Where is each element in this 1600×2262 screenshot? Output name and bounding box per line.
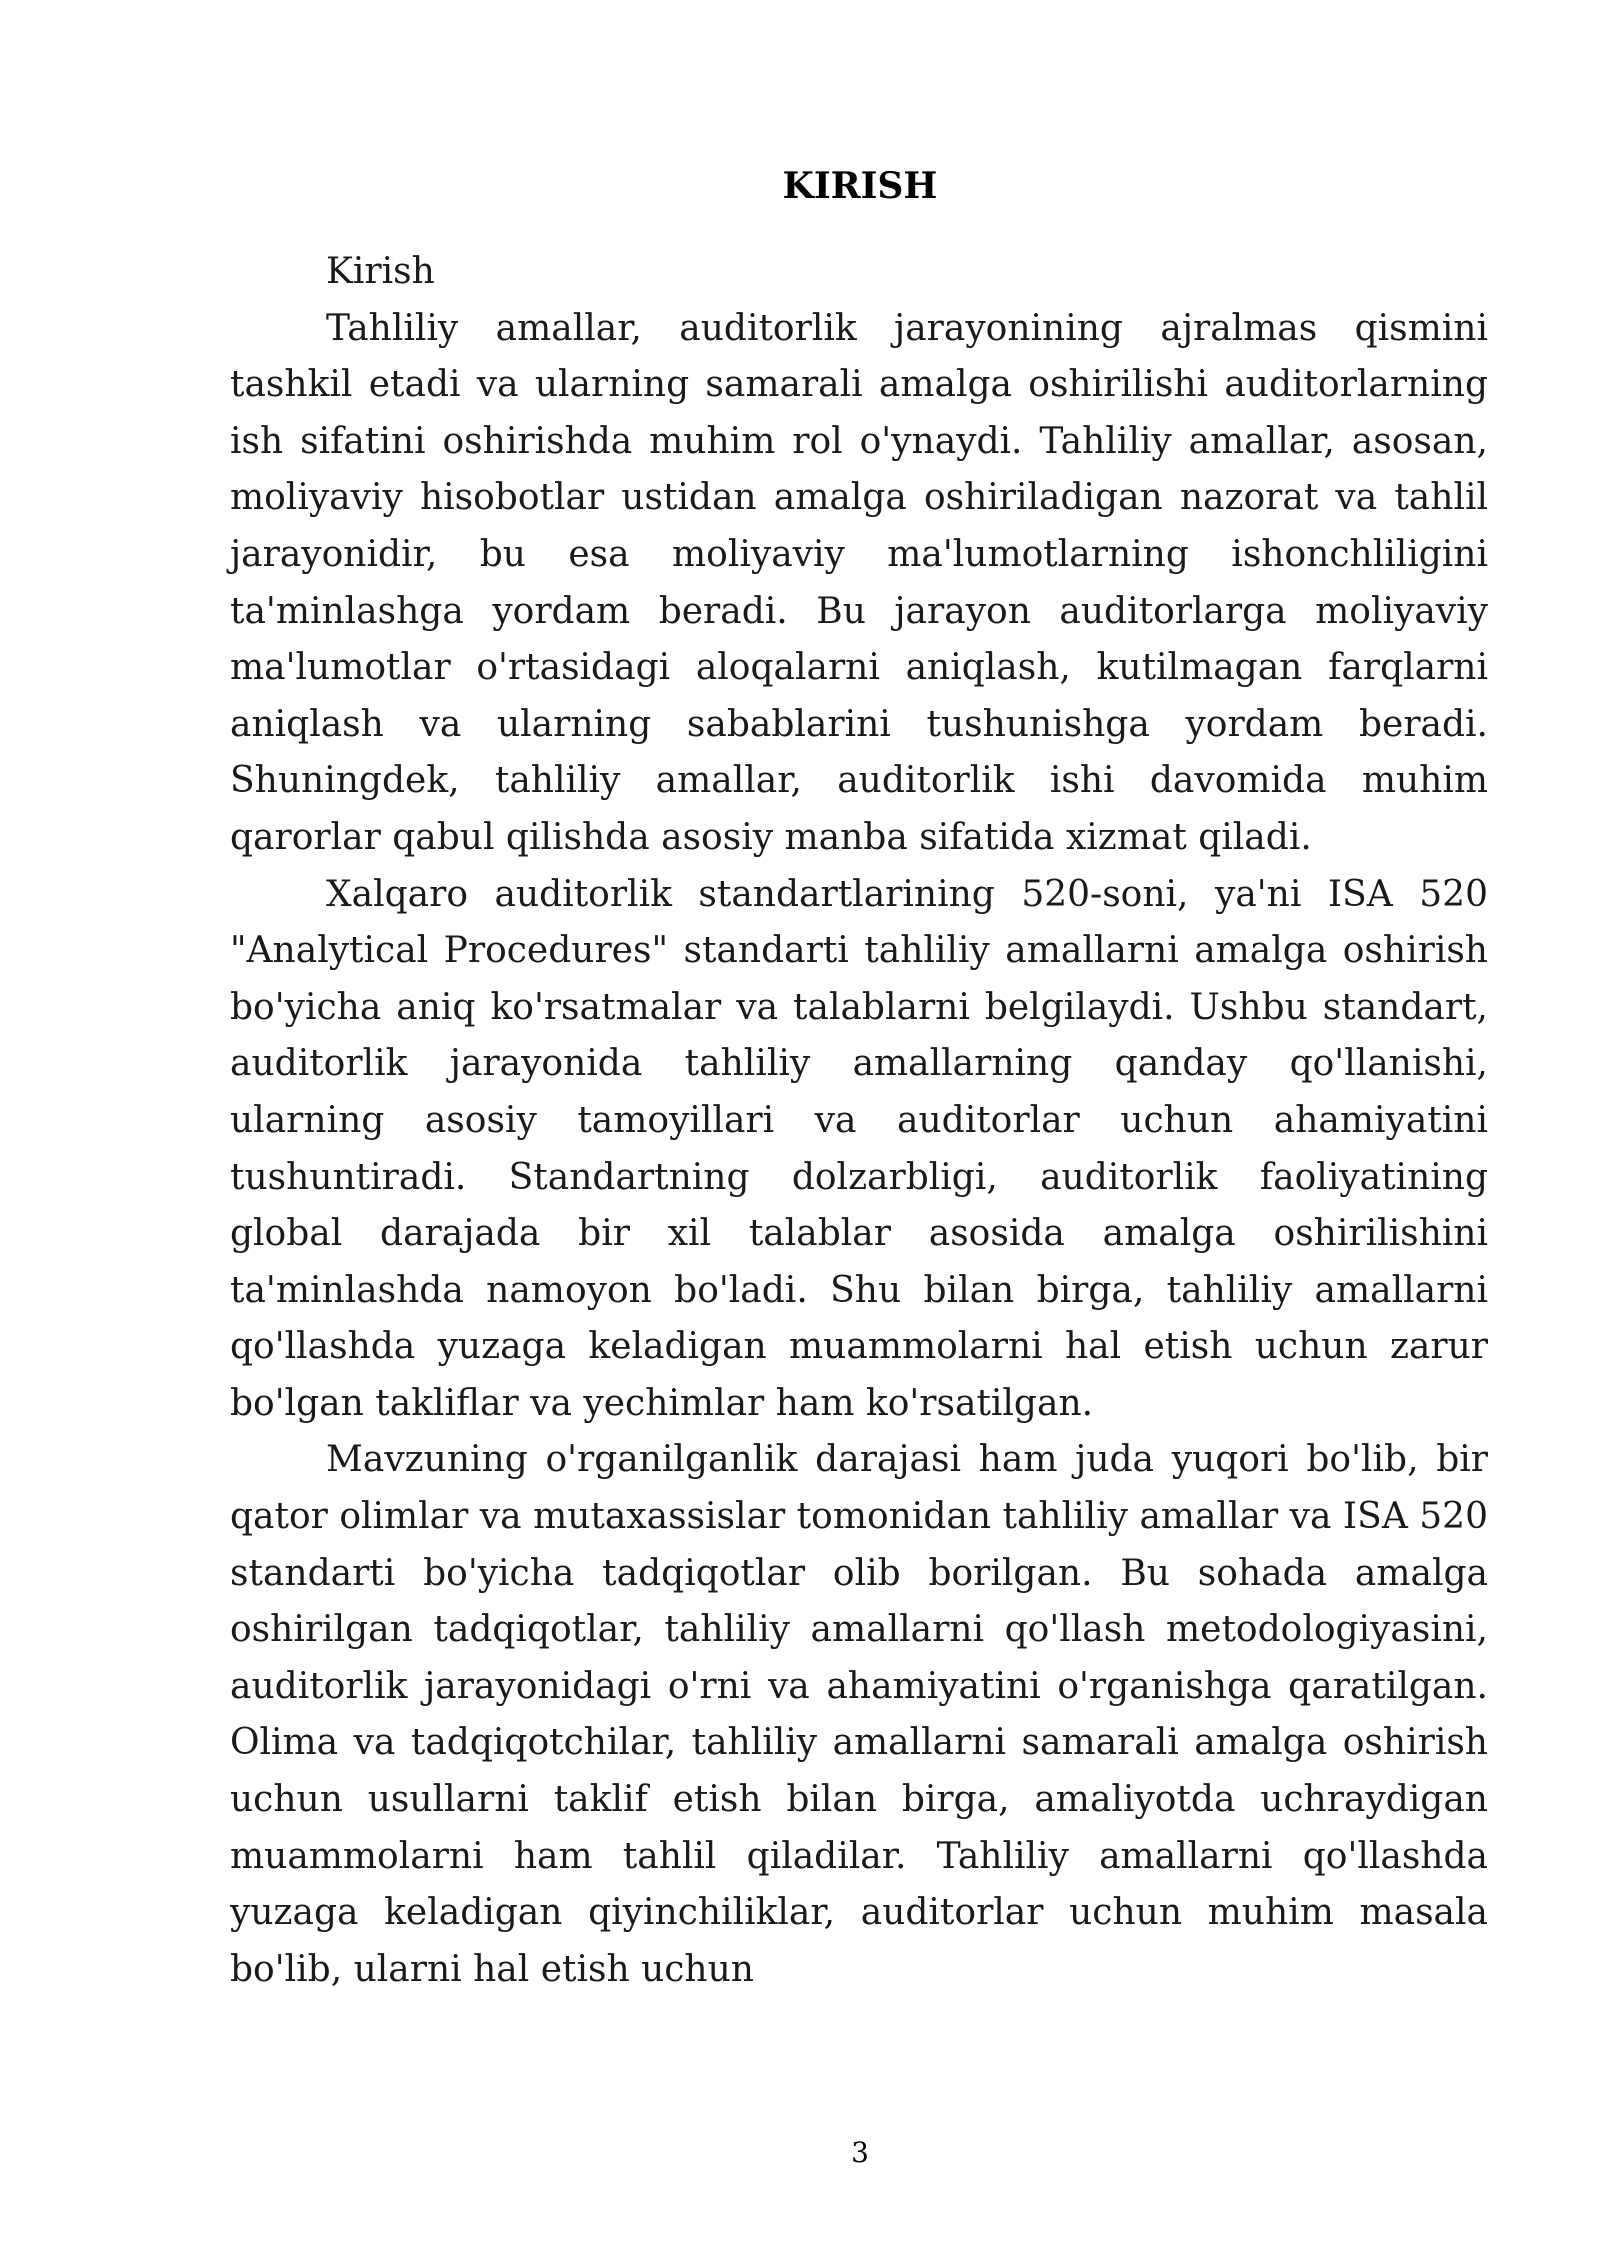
page-title: KIRISH <box>782 165 938 207</box>
section-subheading: Kirish <box>326 251 435 292</box>
paragraph-2: Xalqaro auditorlik standartlarining 520-soni, ya'ni ISA 520 "Analytical Procedures" standarti tahliliy amallarni amalga oshirish bo'yicha aniq ko'rsatmalar va talablarni belgilaydi. Ushbu standart, auditorlik jarayonida tahliliy amallarning qanday qo'llanishi, ularning asosiy tamoyillari va auditorlar uchun ahamiyatini tushuntiradi. Standartning dolzarbligi, auditorlik faoliyatining global darajada bir xil talablar asosida amalga oshirilishini ta'minlashda namoyon bo'ladi. Shu bilan birga, tahliliy amallarni qo'llashda yuzaga keladigan muammolarni hal etish uchun zarur bo'lgan takliflar va yechimlar ham ko'rsatilgan. <box>230 873 1488 1424</box>
body-text <box>230 244 1488 1998</box>
page-number: 3 <box>851 2136 869 2169</box>
paragraph-1: Tahliliy amallar, auditorlik jarayonining ajralmas qismini tashkil etadi va ularning samarali amalga oshirilishi auditorlarning ish sifatini oshirishda muhim rol o'ynaydi. Tahliliy amallar, asosan, moliyaviy hisobotlar ustidan amalga oshiriladigan nazorat va tahlil jarayonidir, bu esa moliyaviy ma'lumotlarning ishonchliligini ta'minlashga yordam beradi. Bu jarayon auditorlarga moliyaviy ma'lumotlar o'rtasidagi aloqalarni aniqlash, kutilmagan farqlarni aniqlash va ularning sabablarini tushunishga yordam beradi. Shuningdek, tahliliy amallar, auditorlik ishi davomida muhim qarorlar qabul qilishda asosiy manba sifatida xizmat qiladi. <box>230 307 1488 858</box>
paragraph-3: Mavzuning o'rganilganlik darajasi ham juda yuqori bo'lib, bir qator olimlar va mutaxassislar tomonidan tahliliy amallar va ISA 520 standarti bo'yicha tadqiqotlar olib borilgan. Bu sohada amalga oshirilgan tadqiqotlar, tahliliy amallarni qo'llash metodologiyasini, auditorlik jarayonidagi o'rni va ahamiyatini o'rganishga qaratilgan. Olima va tadqiqotchilar, tahliliy amallarni samarali amalga oshirish uchun usullarni taklif etish bilan birga, amaliyotda uchraydigan muammolarni ham tahlil qiladilar. Tahliliy amallarni qo'llashda yuzaga keladigan qiyinchiliklar, auditorlar uchun muhim masala bo'lib, ularni hal etish uchun <box>230 1439 1488 1990</box>
